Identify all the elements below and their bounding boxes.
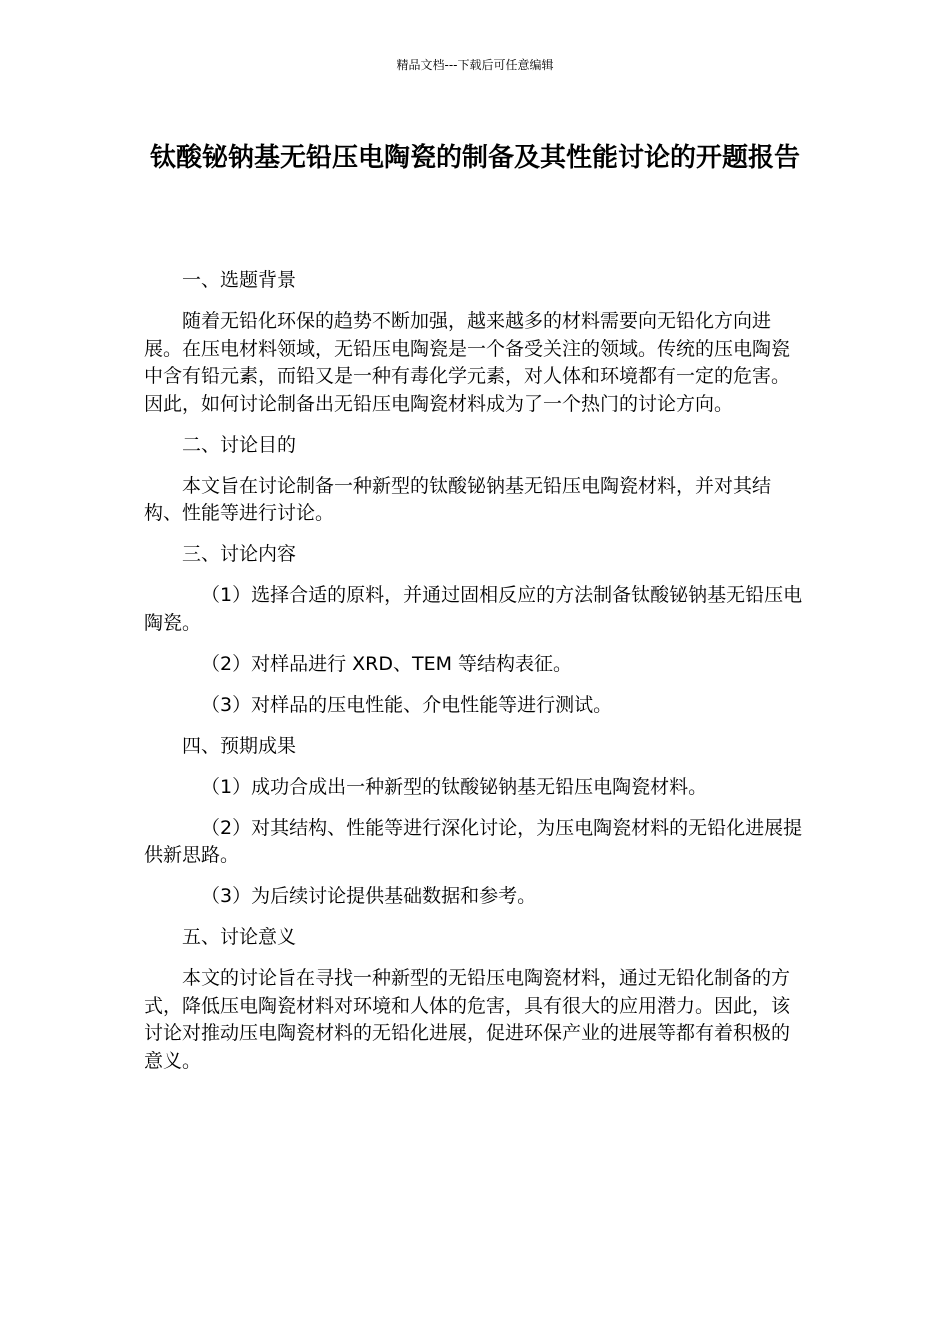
outcome-item-3: （3）为后续讨论提供基础数据和参考。 (201, 885, 537, 907)
content-item-2: （2）对样品进行 XRD、TEM 等结构表征。 (201, 652, 573, 675)
section-heading-background: 一、选题背景 (182, 269, 297, 291)
page-header: 精品文档---下载后可任意编辑 (396, 58, 554, 72)
document-title: 钛酸铋钠基无铅压电陶瓷的制备及其性能讨论的开题报告 (149, 143, 800, 173)
section-heading-purpose: 二、讨论目的 (182, 433, 297, 456)
content-item-3: （3）对样品的压电性能、介电性能等进行测试。 (201, 693, 613, 716)
outcome-item-2: （2）对其结构、性能等进行深化讨论，为压电陶瓷材料的无铅化进展提供新思路。 (144, 816, 803, 866)
section-body-significance: 本文的讨论旨在寻找一种新型的无铅压电陶瓷材料，通过无铅化制备的方式，降低压电陶瓷材料对环境和人体的危害，具有很大的应用潜力。因此，该讨论对推动压电陶瓷材料的无铅化进展，促进环保产业的进展等都有着积极的意义。 (144, 967, 791, 1072)
section-heading-outcomes: 四、预期成果 (182, 734, 297, 757)
document-body (144, 267, 806, 1089)
section-heading-content: 三、讨论内容 (182, 543, 297, 565)
content-item-1: （1）选择合适的原料，并通过固相反应的方法制备钛酸铋钠基无铅压电陶瓷。 (144, 584, 803, 634)
section-body-purpose: 本文旨在讨论制备一种新型的钛酸铋钠基无铅压电陶瓷材料，并对其结构、性能等进行讨论。 (144, 474, 772, 524)
section-body-background: 随着无铅化环保的趋势不断加强，越来越多的材料需要向无铅化方向进展。在压电材料领域，无铅压电陶瓷是一个备受关注的领域。传统的压电陶瓷中含有铅元素，而铅又是一种有毒化学元素，对人体和环境都有一定的危害。因此，如何讨论制备出无铅压电陶瓷材料成为了一个热门的讨论方向。 (144, 310, 791, 415)
section-heading-significance: 五、讨论意义 (182, 926, 297, 948)
outcome-item-1: （1）成功合成出一种新型的钛酸铋钠基无铅压电陶瓷材料。 (201, 775, 708, 798)
